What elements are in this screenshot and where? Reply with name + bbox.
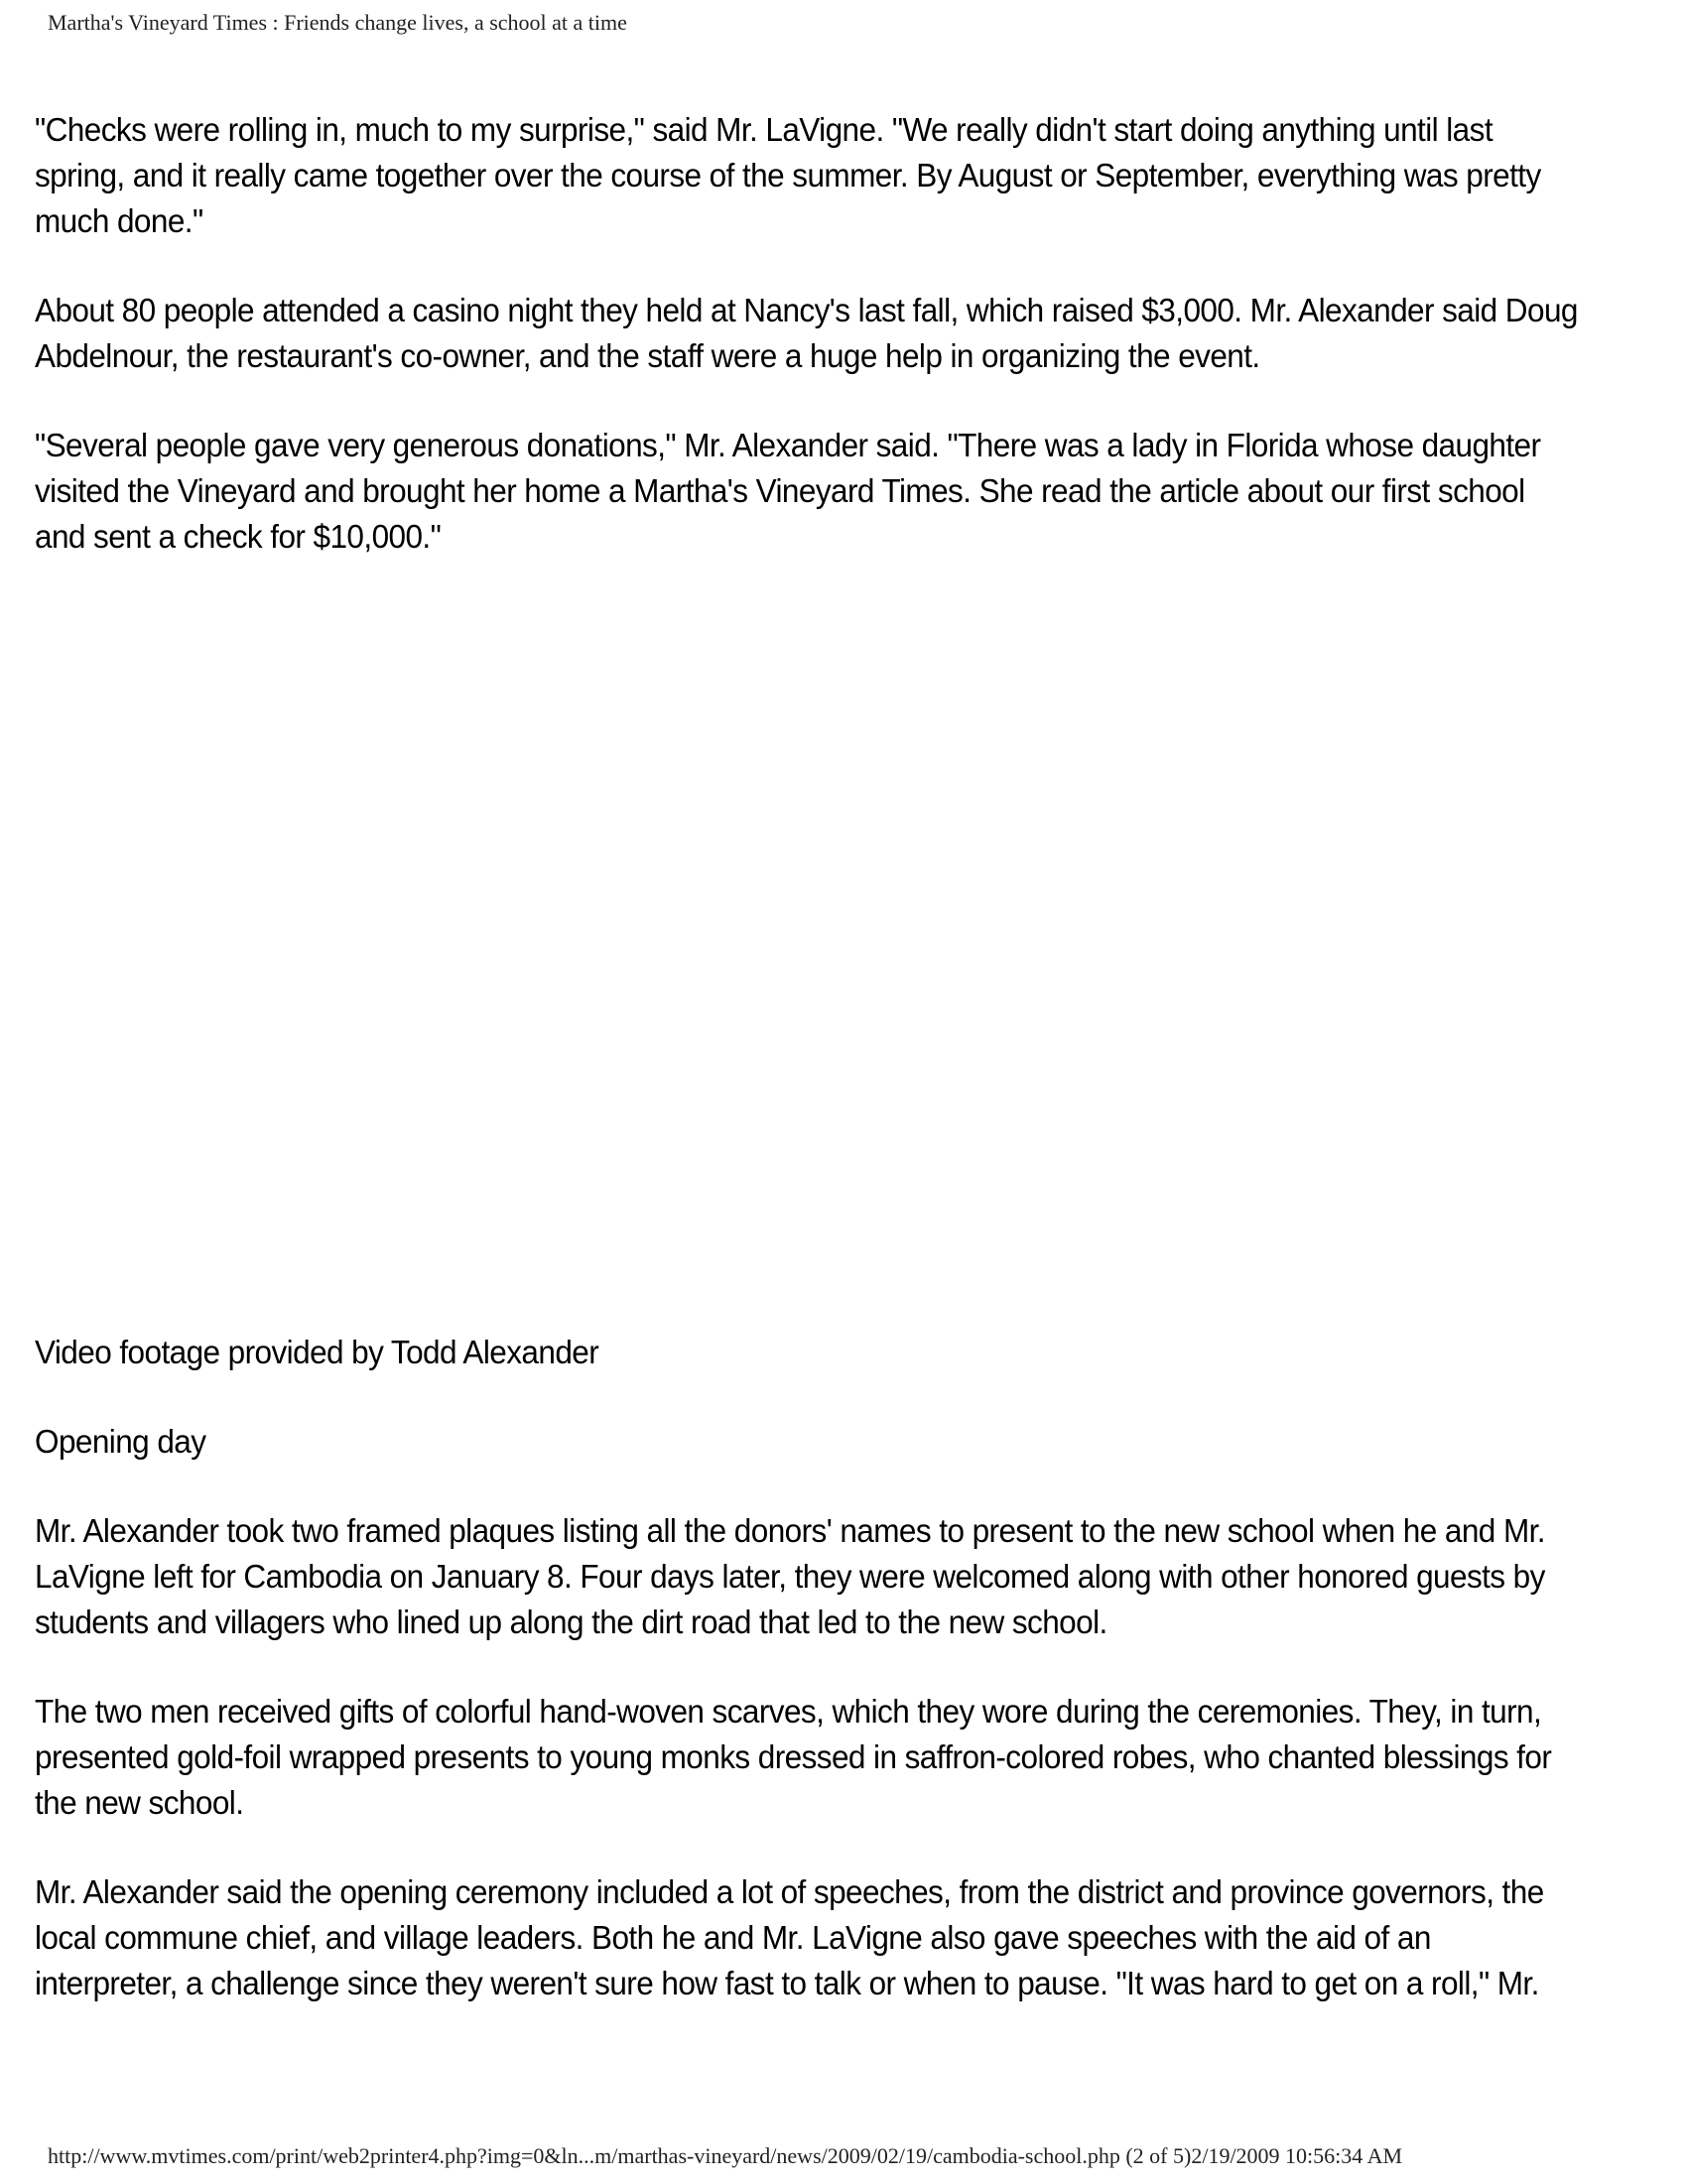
video-embed-placeholder xyxy=(35,603,1580,1330)
article-paragraph: "Several people gave very generous donations," Mr. Alexander said. "There was a lady in Florida whose daughter visited the Vineyard and brought her home a Martha's Vineyard Times. She read the article about our first school and sent a check for $10,000." xyxy=(35,427,1541,555)
article-paragraph: "Checks were rolling in, much to my surprise," said Mr. LaVigne. "We really didn't start doing anything until last spring, and it really came together over the course of the summer. By August or September, everything was pretty much done." xyxy=(35,111,1541,239)
print-header-title: Martha's Vineyard Times : Friends change lives, a school at a time xyxy=(48,10,627,35)
article-paragraph: Mr. Alexander said the opening ceremony included a lot of speeches, from the district and province governors, the local commune chief, and village leaders. Both he and Mr. LaVigne also gave speeches with the aid of an interpreter, a challenge since they weren't sure how fast to talk or when to pause. "It was hard to get on a roll," Mr. xyxy=(35,1873,1544,2001)
article-body xyxy=(35,107,1580,2050)
article-paragraph: About 80 people attended a casino night they held at Nancy's last fall, which raised $3,000. Mr. Alexander said Doug Abdelnour, the restaurant's co-owner, and the staff were a huge help in organizing the event. xyxy=(35,292,1578,374)
video-caption: Video footage provided by Todd Alexander xyxy=(35,1334,599,1370)
print-footer-url: http://www.mvtimes.com/print/web2printer4.php?img=0&ln...m/marthas-vineyard/news/2009/02/19/cambodia-school.php (2 of 5)2/19/2009 10:56:34 AM xyxy=(48,2143,1403,2168)
section-heading: Opening day xyxy=(35,1423,206,1460)
article-paragraph: The two men received gifts of colorful hand-woven scarves, which they wore during the ceremonies. They, in turn, presented gold-foil wrapped presents to young monks dressed in saffron-colored robes, who chanted blessings for the new school. xyxy=(35,1693,1552,1821)
article-paragraph: Mr. Alexander took two framed plaques listing all the donors' names to present to the new school when he and Mr. LaVigne left for Cambodia on January 8. Four days later, they were welcomed along with other honored guests by students and villagers who lined up along the dirt road that led to the new school. xyxy=(35,1512,1546,1640)
